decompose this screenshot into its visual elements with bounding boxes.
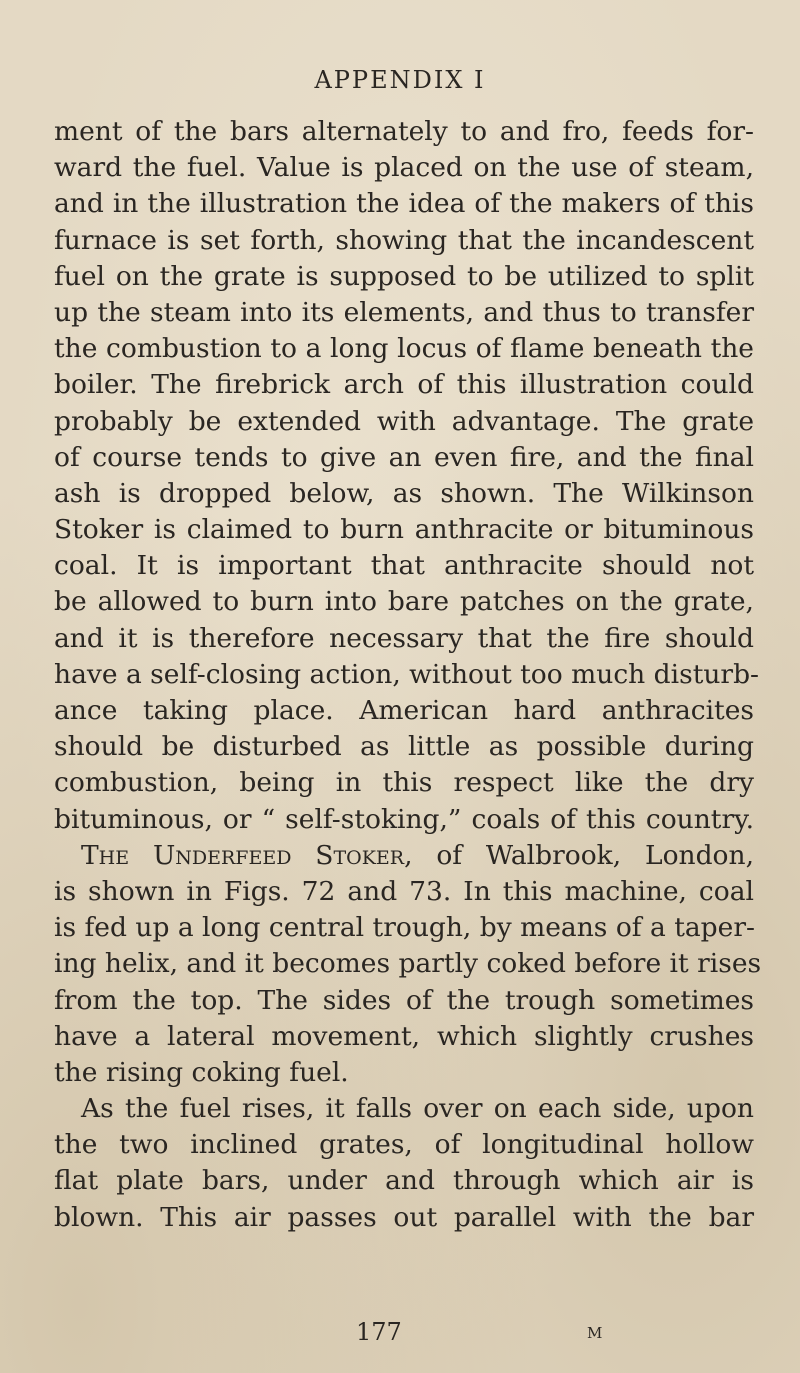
text-line [54,838,754,874]
text-line: the two inclined grates, of longitudinal hollow [54,1129,754,1161]
text-line: from the top. The sides of the trough sometimes [54,984,754,1016]
body-text [54,114,762,1236]
text-line: ing helix, and it becomes partly coked before it rises [54,948,762,980]
text-line-rest: , of Walbrook, London, [404,839,755,871]
text-line: fuel on the grate is supposed to be utilized to split [54,260,754,292]
text-line: have a self-closing action, without too much disturb- [54,658,759,690]
text-line: have a lateral movement, which slightly crushes [54,1020,754,1052]
running-header: APPENDIX I [314,66,486,94]
text-line: Stoker is claimed to burn anthracite or bituminous [54,514,754,546]
text-line: blown. This air passes out parallel with the bar [54,1201,754,1233]
text-line: and in the illustration the idea of the makers of this [54,188,754,220]
text-line: probably be extended with advantage. The grate [54,405,754,437]
signature-mark: M [587,1324,603,1342]
text-line: ward the fuel. Value is placed on the use of steam, [54,152,754,184]
text-line: As the fuel rises, it falls over on each side, upon [81,1093,754,1125]
text-line: ance taking place. American hard anthracites [54,695,754,726]
text-line: the rising coking fuel. [54,1056,349,1088]
text-line: be allowed to burn into bare patches on the grate, [54,586,754,618]
text-line: bituminous, or “ self-stoking,” coals of this country. [54,803,754,835]
text-line: coal. It is important that anthracite should not [54,550,754,582]
text-line: combustion, being in this respect like the dry [54,767,754,799]
text-line: should be disturbed as little as possible during [54,731,754,763]
text-line: up the steam into its elements, and thus to transfer [54,296,754,328]
text-line: furnace is set forth, showing that the incandescent [54,224,754,256]
text-line: ment of the bars alternately to and fro, feeds for- [54,116,754,147]
text-line: and it is therefore necessary that the fire should [54,622,754,654]
text-line: of course tends to give an even fire, and the final [54,441,754,473]
page-footer [0,1318,800,1348]
text-line: is shown in Figs. 72 and 73. In this machine, coal [54,875,754,907]
text-line: boiler. The firebrick arch of this illustration could [54,369,754,401]
text-line: ash is dropped below, as shown. The Wilkinson [54,477,754,509]
text-line: is fed up a long central trough, by means of a taper- [54,912,755,944]
text-line: the combustion to a long locus of flame beneath the [54,333,754,365]
section-lead-in: The Underfeed Stoker [81,839,405,871]
text-line: flat plate bars, under and through which air is [54,1165,754,1197]
page-number: 177 [356,1318,402,1346]
